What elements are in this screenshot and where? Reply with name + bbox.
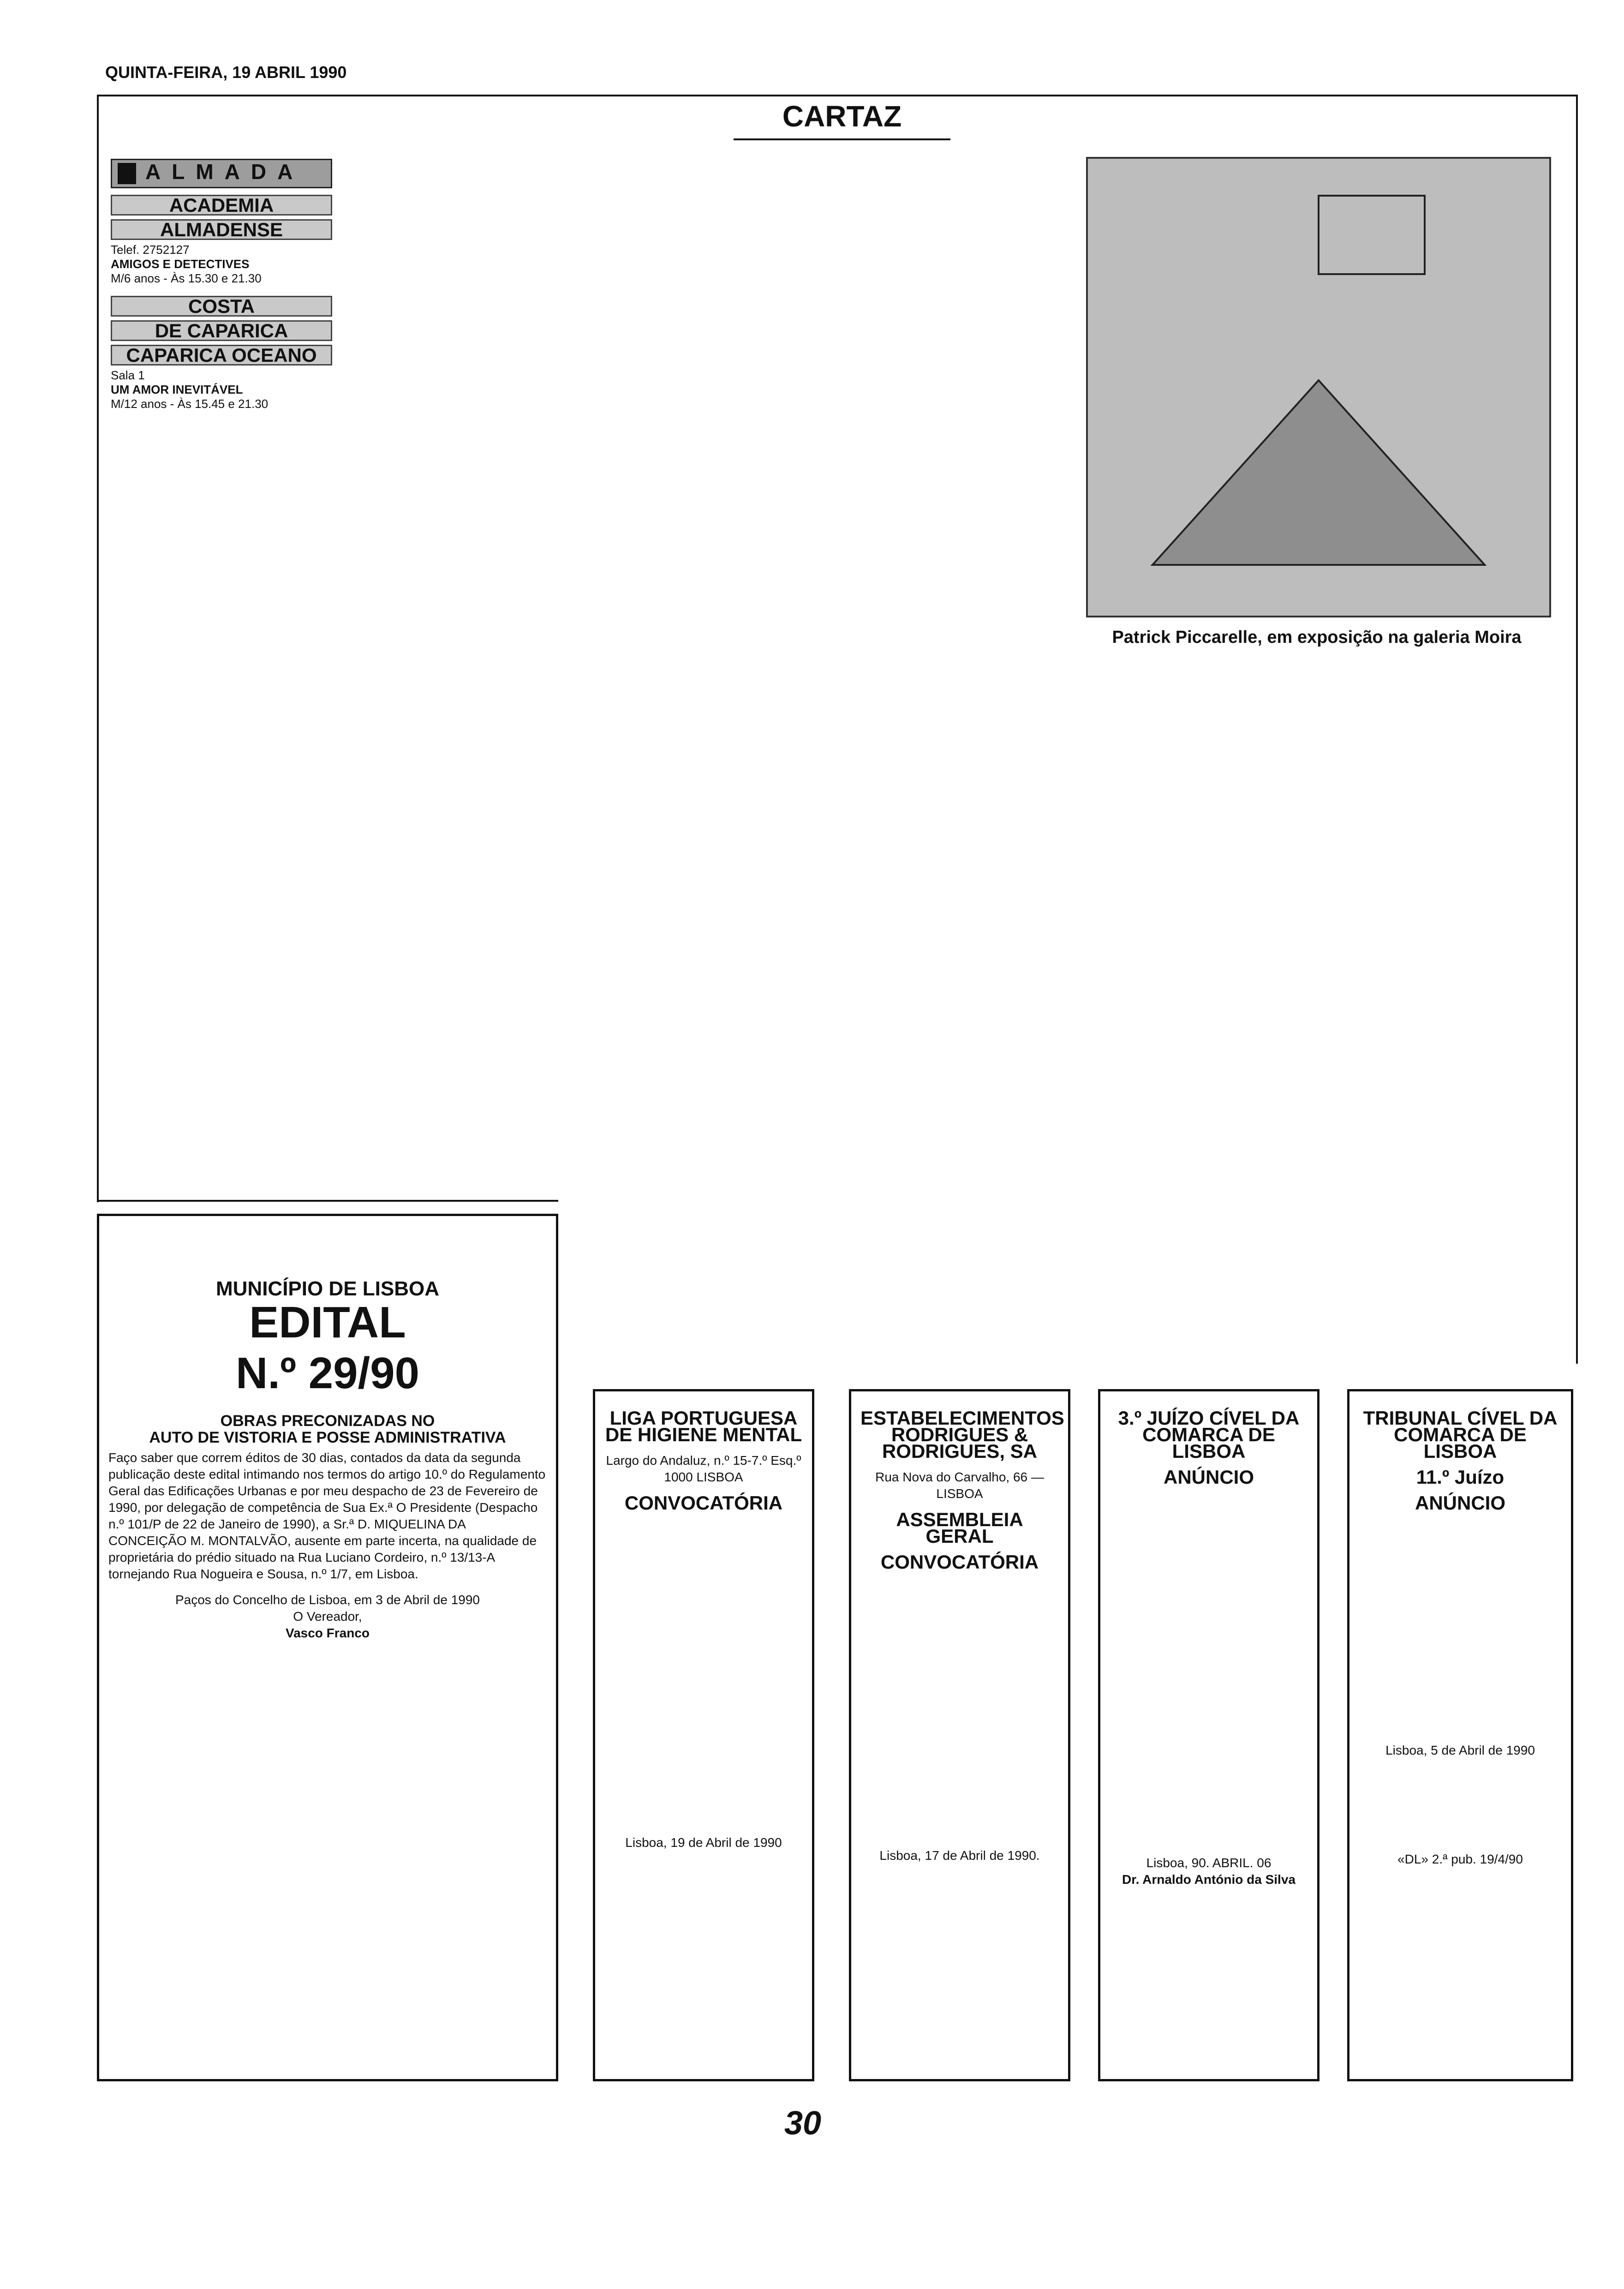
edital-notice <box>97 1214 558 2081</box>
frame-left <box>97 95 99 1202</box>
liga-title: LIGA PORTUGUESA DE HIGIENE MENTAL <box>605 1407 802 1445</box>
page-date: QUINTA-FEIRA, 19 ABRIL 1990 <box>105 63 347 82</box>
edital-signer: Vasco Franco <box>285 1626 370 1640</box>
region-marker-icon <box>118 163 136 184</box>
venue-caparica <box>111 296 332 411</box>
estab-address: Rua Nova do Carvalho, 66 — LISBOA <box>875 1470 1044 1501</box>
tribunal-heading: ANÚNCIO <box>1415 1492 1505 1514</box>
sala-label: Sala 1 <box>111 368 145 382</box>
frame-bottom-left <box>97 1200 558 1202</box>
liga-notice <box>593 1389 814 2081</box>
region-almada: ALMADA <box>111 159 332 188</box>
tribunal-date: Lisboa, 5 de Abril de 1990 <box>1385 1743 1535 1757</box>
juizo-notice <box>1098 1389 1320 2081</box>
venue-academia <box>111 195 332 286</box>
venue-name: ALMADENSE <box>111 219 332 240</box>
edital-subtitle: AUTO DE VISTORIA E POSSE ADMINISTRATIVA <box>149 1429 506 1446</box>
tribunal-juizo: 11.º Juízo <box>1416 1466 1505 1488</box>
venue-name: ACADEMIA <box>111 195 332 216</box>
film-info: M/12 anos - Às 15.45 e 21.30 <box>111 397 269 411</box>
page-number: 30 <box>784 2105 822 2142</box>
juizo-title: 3.º JUÍZO CÍVEL DA COMARCA DE LISBOA <box>1118 1407 1300 1462</box>
juizo-date: Lisboa, 90. ABRIL. 06 <box>1146 1856 1272 1870</box>
juizo-heading: ANÚNCIO <box>1164 1466 1254 1488</box>
edital-title: EDITAL <box>249 1298 406 1347</box>
venue-name: CAPARICA OCEANO <box>111 345 332 366</box>
exhibition-photo <box>1086 157 1551 617</box>
estab-title: ESTABELECIMENTOS RODRIGUES & RODRIGUES, SA <box>860 1407 1064 1462</box>
frame-right <box>1576 95 1578 1364</box>
tribunal-pub: «DL» 2.ª pub. 19/4/90 <box>1397 1852 1523 1866</box>
edital-number: N.º 29/90 <box>236 1348 419 1398</box>
film-info: M/6 anos - Às 15.30 e 21.30 <box>111 271 262 285</box>
cartaz-title: CARTAZ <box>782 100 902 133</box>
liga-date: Lisboa, 19 de Abril de 1990 <box>625 1835 782 1850</box>
estab-heading: ASSEMBLEIA GERAL <box>896 1509 1023 1547</box>
estab-date: Lisboa, 17 de Abril de 1990. <box>879 1848 1040 1863</box>
estab-notice <box>849 1389 1070 2081</box>
edital-text: Faço saber que correm éditos de 30 dias, contados da data da segunda publicação deste edital intimando nos termos do artigo 10.º do Regulamento Geral das Edificações Urbanas e por meu despacho de 23 de Fevereiro de 1990, por delegação de competência de Sua Ex.ª O Presidente (Despacho n.º 101/P de 22 de Janeiro de 1990), a Sr.ª D. MIQUELINA DA CONCEIÇÃO M. MONTALVÃO, ausente em parte incerta, na qualidade de proprietária do prédio situado na Rua Luciano Cordeiro, n.º 13/13-A tornejando Rua Nogueira e Sousa, n.º 1/7, em Lisboa. <box>108 1450 546 1581</box>
almada-column <box>111 152 332 421</box>
top-rule <box>97 95 1578 96</box>
edital-date: Paços do Concelho de Lisboa, em 3 de Abril de 1990 <box>175 1593 480 1607</box>
edital-signature: O Vereador, <box>293 1609 362 1624</box>
film-title: AMIGOS E DETECTIVES <box>111 257 250 271</box>
juizo-signer: Dr. Arnaldo António da Silva <box>1122 1872 1296 1887</box>
liga-heading: CONVOCATÓRIA <box>624 1492 783 1514</box>
film-title: UM AMOR INEVITÁVEL <box>111 383 243 396</box>
estab-heading: CONVOCATÓRIA <box>880 1551 1039 1573</box>
liga-address: Largo do Andaluz, n.º 15-7.º Esq.º 1000 LISBOA <box>606 1453 801 1484</box>
photo-caption: Patrick Piccarelle, em exposição na galeria Moira <box>1112 628 1522 647</box>
venue-name: DE CAPARICA <box>111 320 332 341</box>
edital-org: MUNICÍPIO DE LISBOA <box>215 1277 440 1300</box>
cartaz-underline <box>734 138 950 140</box>
venue-phone: Telef. 2752127 <box>111 243 190 257</box>
edital-subtitle: OBRAS PRECONIZADAS NO <box>220 1412 435 1430</box>
tribunal-title: TRIBUNAL CÍVEL DA COMARCA DE LISBOA <box>1363 1407 1558 1462</box>
venue-name: COSTA <box>111 296 332 317</box>
tribunal-notice <box>1347 1389 1573 2081</box>
